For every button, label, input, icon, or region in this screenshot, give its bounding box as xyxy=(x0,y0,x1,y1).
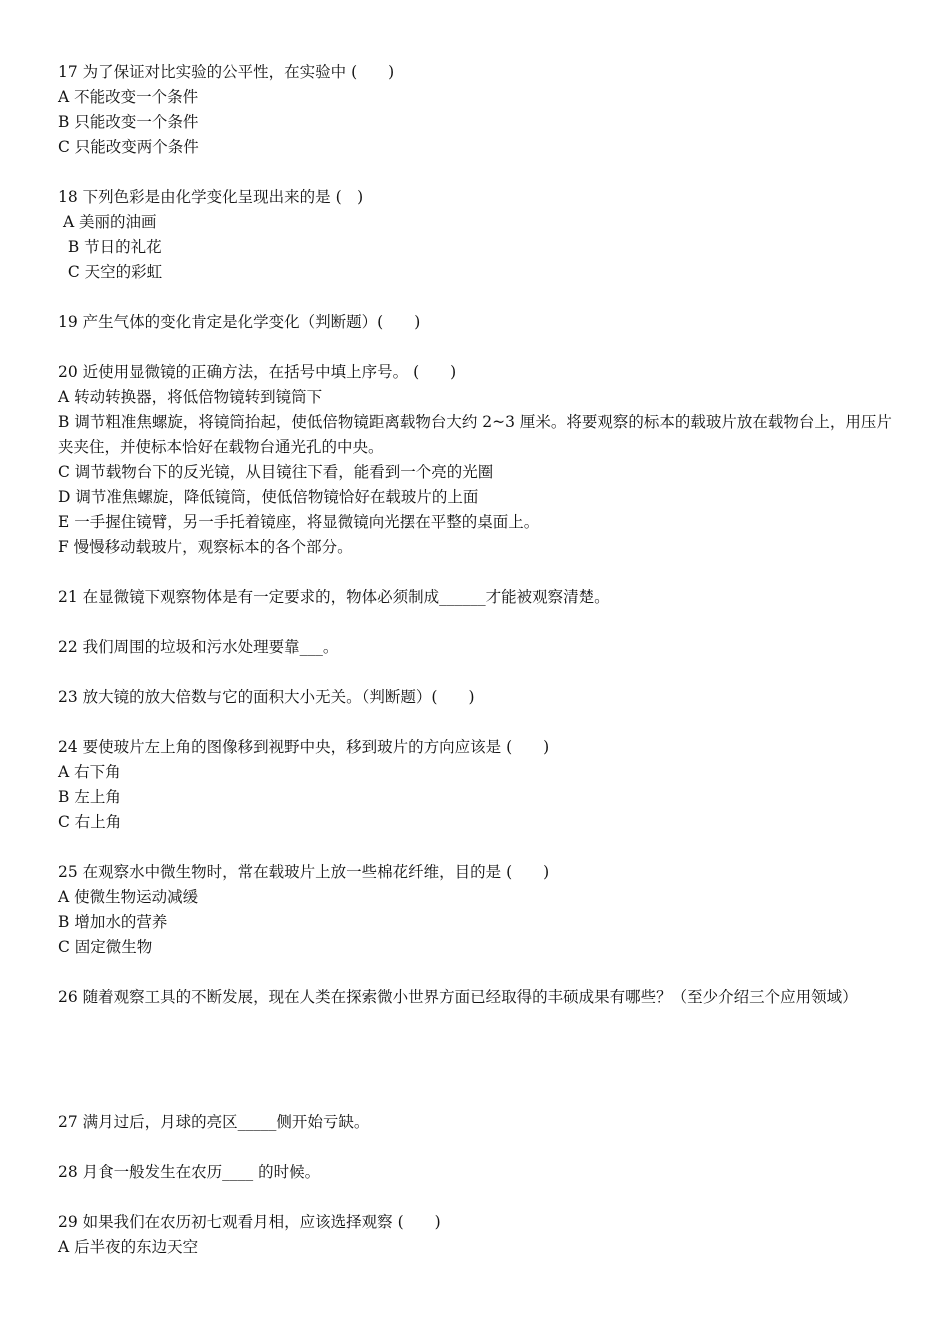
question-stem: 28 月食一般发生在农历____ 的时候。 xyxy=(58,1163,321,1181)
question-27 xyxy=(58,1110,898,1135)
option-b: B 节日的礼花 xyxy=(58,238,162,256)
question-stem: 22 我们周围的垃圾和污水处理要靠___。 xyxy=(58,638,339,656)
option-c: C 固定微生物 xyxy=(58,938,153,956)
spacer xyxy=(58,710,898,735)
option-a: A 右下角 xyxy=(58,763,121,781)
spacer xyxy=(58,160,898,185)
question-17 xyxy=(58,60,898,160)
option-b: B 只能改变一个条件 xyxy=(58,113,199,131)
option-b: B 调节粗准焦螺旋，将镜筒抬起，使低倍物镜距离载物台大约 2~3 厘米。将要观察的标本的载玻片放在载物台上，用压片夹夹住，并使标本恰好在载物台通光孔的中央。 xyxy=(58,413,892,456)
spacer xyxy=(58,835,898,860)
option-a: A 使微生物运动减缓 xyxy=(58,888,199,906)
spacer xyxy=(58,960,898,985)
question-stem: 20 近使用显微镜的正确方法，在括号中填上序号。 ( ) xyxy=(58,363,457,381)
question-stem: 19 产生气体的变化肯定是化学变化（判断题）( ) xyxy=(58,313,421,331)
question-stem: 25 在观察水中微生物时，常在载玻片上放一些棉花纤维，目的是 ( ) xyxy=(58,863,550,881)
question-stem: 17 为了保证对比实验的公平性，在实验中 ( ) xyxy=(58,63,395,81)
question-stem: 23 放大镜的放大倍数与它的面积大小无关。（判断题）( ) xyxy=(58,688,475,706)
spacer xyxy=(58,335,898,360)
option-b: B 左上角 xyxy=(58,788,121,806)
option-a: A 后半夜的东边天空 xyxy=(58,1238,199,1256)
option-a: A 美丽的油画 xyxy=(58,213,157,231)
question-stem: 24 要使玻片左上角的图像移到视野中央，移到玻片的方向应该是 ( ) xyxy=(58,738,550,756)
spacer xyxy=(58,660,898,685)
option-c: C 只能改变两个条件 xyxy=(58,138,199,156)
question-stem: 18 下列色彩是由化学变化呈现出来的是 ( ) xyxy=(58,188,364,206)
question-20 xyxy=(58,360,898,560)
question-22 xyxy=(58,635,898,660)
option-c: C 调节载物台下的反光镜，从目镜往下看，能看到一个亮的光圈 xyxy=(58,463,494,481)
document-page xyxy=(58,60,898,1260)
question-28 xyxy=(58,1160,898,1185)
spacer xyxy=(58,560,898,585)
question-26 xyxy=(58,985,898,1010)
question-29 xyxy=(58,1210,898,1260)
spacer xyxy=(58,1135,898,1160)
question-19 xyxy=(58,310,898,335)
spacer xyxy=(58,285,898,310)
spacer xyxy=(58,1185,898,1210)
answer-space xyxy=(58,1010,898,1110)
question-stem: 21 在显微镜下观察物体是有一定要求的，物体必须制成______才能被观察清楚。 xyxy=(58,588,610,606)
question-18 xyxy=(58,185,898,285)
option-f: F 慢慢移动载玻片，观察标本的各个部分。 xyxy=(58,538,353,556)
option-a: A 不能改变一个条件 xyxy=(58,88,199,106)
question-stem: 27 满月过后，月球的亮区_____侧开始亏缺。 xyxy=(58,1113,370,1131)
option-c: C 右上角 xyxy=(58,813,122,831)
question-21 xyxy=(58,585,898,610)
question-stem: 29 如果我们在农历初七观看月相，应该选择观察 ( ) xyxy=(58,1213,441,1231)
spacer xyxy=(58,610,898,635)
question-25 xyxy=(58,860,898,960)
option-a: A 转动转换器，将低倍物镜转到镜筒下 xyxy=(58,388,323,406)
option-c: C 天空的彩虹 xyxy=(58,263,163,281)
question-24 xyxy=(58,735,898,835)
question-23 xyxy=(58,685,898,710)
option-d: D 调节准焦螺旋，降低镜筒，使低倍物镜恰好在载玻片的上面 xyxy=(58,488,479,506)
option-e: E 一手握住镜臂，另一手托着镜座，将显微镜向光摆在平整的桌面上。 xyxy=(58,513,540,531)
question-stem: 26 随着观察工具的不断发展，现在人类在探索微小世界方面已经取得的丰硕成果有哪些？（至少介绍三个应用领域） xyxy=(58,988,858,1006)
option-b: B 增加水的营养 xyxy=(58,913,168,931)
